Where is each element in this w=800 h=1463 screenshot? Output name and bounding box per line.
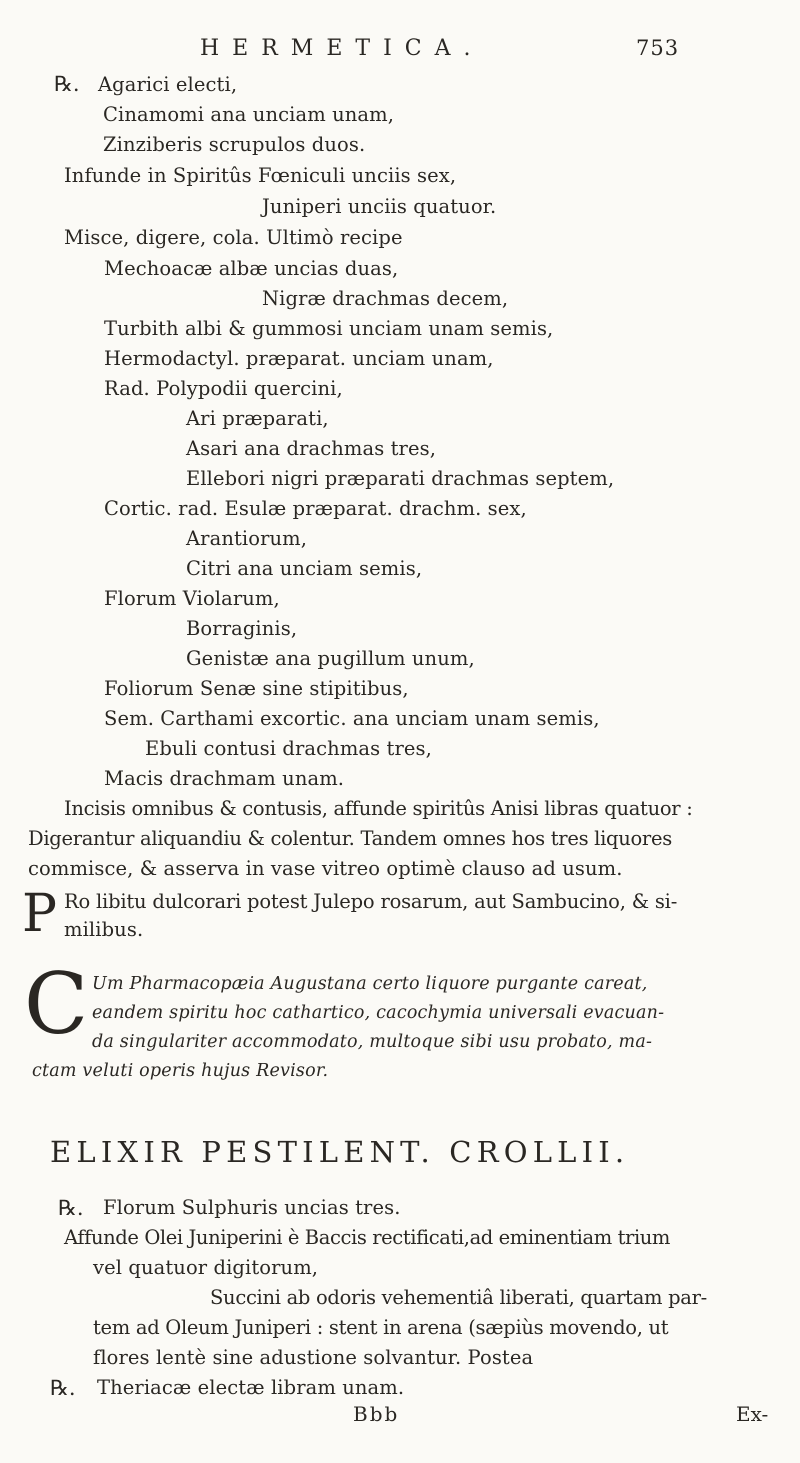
paragraph-line: milibus. [64, 918, 144, 941]
recipe-line: Macis drachmam unam. [104, 767, 345, 790]
recipe-line: Mechoacæ albæ uncias duas, [104, 257, 399, 280]
recipe-line: tem ad Oleum Juniperi : stent in arena (sæpiùs movendo, ut [93, 1316, 669, 1339]
recipe-line: Asari ana drachmas tres, [186, 437, 437, 460]
recipe-line: Ari præparati, [186, 407, 329, 430]
recipe-line: commisce, & asserva in vase vitreo optimè clauso ad usum. [28, 857, 623, 880]
recipe-line: Zinziberis scrupulos duos. [103, 133, 366, 156]
signature-mark: Bbb [353, 1402, 400, 1426]
recipe-line: Ellebori nigri præparati drachmas septem, [186, 467, 615, 490]
recipe-line: Digerantur aliquandiu & colentur. Tandem omnes hos tres liquores [28, 827, 672, 850]
recipe-line: Juniperi unciis quatuor. [262, 195, 497, 218]
recipe-line: Sem. Carthami excortic. ana unciam unam semis, [104, 707, 600, 730]
recipe-symbol: ℞. [54, 72, 80, 96]
recipe-line: Turbith albi & gummosi unciam unam semis, [104, 317, 554, 340]
italic-line: ctam veluti operis hujus Revisor. [32, 1061, 329, 1081]
recipe-symbol: ℞. [50, 1376, 76, 1400]
recipe-line: Incisis omnibus & contusis, affunde spiritûs Anisi libras quatuor : [64, 797, 693, 820]
recipe-line: Succini ab odoris vehementiâ liberati, quartam par- [210, 1286, 707, 1309]
recipe-line: Theriacæ electæ libram unam. [97, 1376, 405, 1399]
recipe-line: Misce, digere, cola. Ultimò recipe [64, 226, 403, 249]
drop-initial-c: C [24, 955, 89, 1053]
recipe-line: vel quatuor digitorum, [93, 1256, 319, 1279]
recipe-line: Infunde in Spiritûs Fœniculi unciis sex, [64, 164, 457, 187]
italic-line: da singulariter accommodato, multoque sibi usu probato, ma- [92, 1032, 653, 1052]
italic-line: Um Pharmacopæia Augustana certo liquore purgante careat, [92, 974, 648, 994]
recipe-line: Nigræ drachmas decem, [262, 287, 509, 310]
drop-initial-p: P [22, 884, 57, 944]
recipe-line: Agarici electi, [98, 73, 238, 96]
catchword: Ex- [736, 1402, 769, 1426]
recipe-line: Affunde Olei Juniperini è Baccis rectificati,ad eminentiam trium [64, 1226, 671, 1249]
running-title: HERMETICA. [200, 36, 484, 61]
page-number: 753 [636, 36, 680, 60]
recipe-line: Florum Violarum, [104, 587, 280, 610]
recipe-line: Ebuli contusi drachmas tres, [145, 737, 432, 760]
recipe-line: Citri ana unciam semis, [186, 557, 423, 580]
recipe-line: Cinamomi ana unciam unam, [103, 103, 395, 126]
paragraph-line: Ro libitu dulcorari potest Julepo rosarum, aut Sambucino, & si- [64, 890, 678, 913]
recipe-line: Genistæ ana pugillum unum, [186, 647, 475, 670]
section-heading: ELIXIR PESTILENT. CROLLII. [50, 1135, 630, 1169]
recipe-line: Foliorum Senæ sine stipitibus, [104, 677, 409, 700]
recipe-symbol: ℞. [58, 1196, 84, 1220]
recipe-line: Hermodactyl. præparat. unciam unam, [104, 347, 494, 370]
italic-line: eandem spiritu hoc cathartico, cacochymia universali evacuan- [92, 1003, 665, 1023]
recipe-line: flores lentè sine adustione solvantur. Postea [93, 1346, 534, 1369]
recipe-line: Cortic. rad. Esulæ præparat. drachm. sex, [104, 497, 527, 520]
recipe-line: Arantiorum, [186, 527, 308, 550]
recipe-line: Florum Sulphuris uncias tres. [103, 1196, 401, 1219]
recipe-line: Rad. Polypodii quercini, [104, 377, 343, 400]
recipe-line: Borraginis, [186, 617, 298, 640]
